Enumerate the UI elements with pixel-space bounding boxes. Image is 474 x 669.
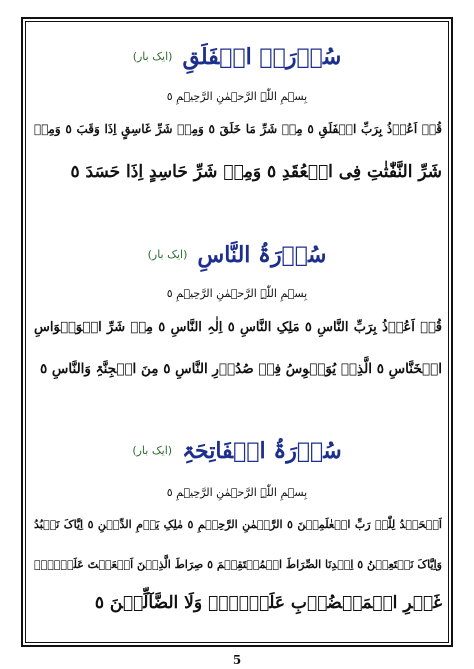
surah-falaq-bismillah: بِسۡمِ اللّٰہِ الرَّحۡمٰنِ الرَّحِیۡمِ ٥ xyxy=(166,90,308,103)
surah-nas-heading xyxy=(0,238,474,272)
surah-nas-line-2: الۡخَنَّاسِ ٥ الَّذِیۡ یُوَسۡوِسُ فِیۡ صُدُوۡرِ النَّاسِ ٥ مِنَ الۡجِنَّۃِ وَالنَّاسِ ٥ xyxy=(39,361,442,377)
surah-fatiha-line-1: اَلۡحَمۡدُ لِلّٰہِ رَبِّ الۡعٰلَمِیۡنَ ٥ الرَّحۡمٰنِ الرَّحِیۡمِ ٥ مٰلِکِ یَوۡمِ الدِّیۡنِ ٥ اِیَّاکَ نَعۡبُدُ xyxy=(34,518,442,531)
surah-nas-bismillah: بِسۡمِ اللّٰہِ الرَّحۡمٰنِ الرَّحِیۡمِ ٥ xyxy=(166,287,308,300)
surah-fatiha-count-tag: (ایک بار) xyxy=(132,444,173,457)
surah-falaq-count-tag: (ایک بار) xyxy=(132,50,173,63)
surah-falaq-line-2: شَرِّ النَّفّٰثٰتِ فِی الۡعُقَدِ ٥ وَمِنۡ شَرِّ حَاسِدٍ اِذَا حَسَدَ ٥ xyxy=(70,162,442,182)
page-number: 5 xyxy=(232,653,242,667)
surah-fatiha-line-2: وَاِیَّاکَ نَسۡتَعِیۡنُ ٥ اِہۡدِنَا الصِّرَاطَ الۡمُسۡتَقِیۡمَ ٥ صِرَاطَ الَّذِیۡنَ اَنۡعَمۡتَ عَلَیۡہِمۡ xyxy=(34,558,442,571)
surah-nas-line-1: قُلۡ اَعُوۡذُ بِرَبِّ النَّاسِ ٥ مَلِکِ النَّاسِ ٥ اِلٰہِ النَّاسِ ٥ مِنۡ شَرِّ الۡوَسۡوَاسِ xyxy=(34,320,442,335)
surah-fatiha-bismillah: بِسۡمِ اللّٰہِ الرَّحۡمٰنِ الرَّحِیۡمِ ٥ xyxy=(166,486,308,499)
surah-fatiha-heading xyxy=(0,434,474,468)
surah-nas-title: سُوۡرَۃُ النَّاسِ xyxy=(197,242,327,268)
surah-falaq-title: سُوۡرَۃُ الۡفَلَقِ xyxy=(182,44,342,70)
surah-fatiha-line-3: غَیۡرِ الۡمَغۡضُوۡبِ عَلَیۡہِمۡ وَلَا الضَّآلِّیۡنَ ٥ xyxy=(94,593,442,613)
surah-nas-count-tag: (ایک بار) xyxy=(147,248,188,261)
surah-falaq-heading xyxy=(0,40,474,74)
surah-falaq-line-1: قُلۡ اَعُوۡذُ بِرَبِّ الۡفَلَقِ ٥ مِنۡ شَرِّ مَا خَلَقَ ٥ وَمِنۡ شَرِّ غَاسِقٍ اِذَا وَقَبَ ٥ وَمِنۡ xyxy=(34,122,442,136)
surah-fatiha-title: سُوۡرَۃُ الۡفَاتِحَۃِ xyxy=(182,438,342,464)
